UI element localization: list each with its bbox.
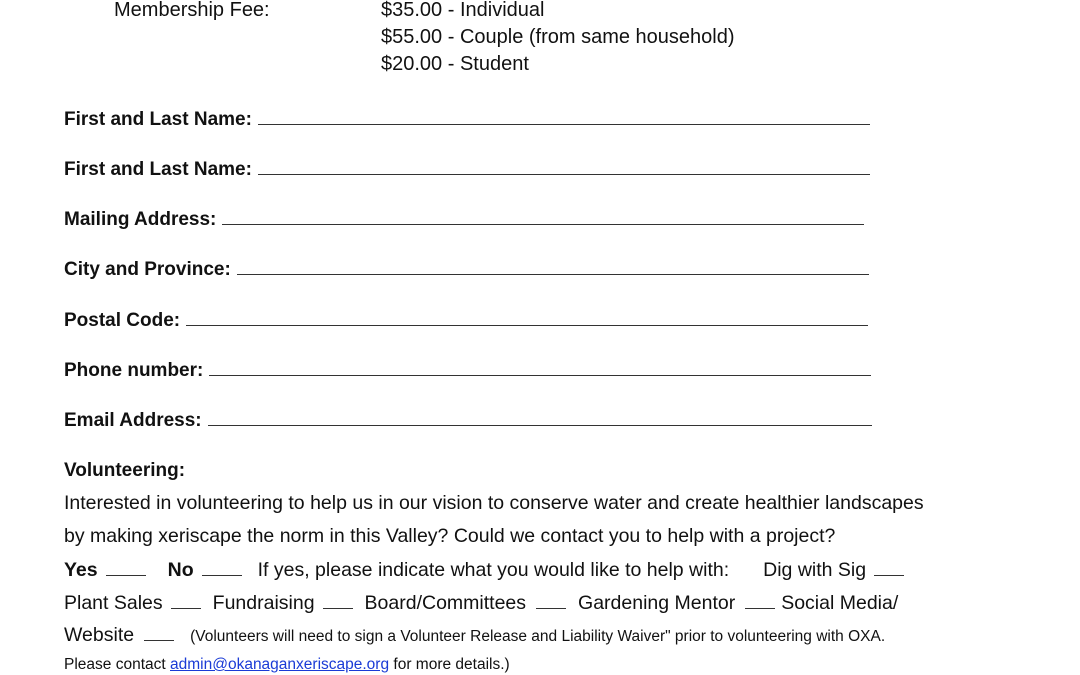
contact-email-link[interactable]: admin@okanaganxeriscape.org [170, 656, 390, 673]
website-row [64, 624, 885, 647]
no-label: No [167, 559, 194, 581]
field-postal-code [64, 310, 868, 332]
contact-prefix: Please contact [64, 656, 166, 673]
contact-suffix: for more details.) [393, 656, 510, 673]
fundraising-blank[interactable] [323, 607, 353, 609]
field-email [64, 410, 872, 432]
membership-fee-label: Membership Fee: [114, 0, 270, 21]
gardening-mentor-blank[interactable] [745, 607, 775, 609]
board-committees-blank[interactable] [536, 607, 566, 609]
field-label: Postal Code: [64, 310, 181, 331]
option-fundraising: Fundraising [212, 592, 315, 614]
yes-no-row [64, 559, 908, 582]
field-label: City and Province: [64, 259, 231, 280]
email-input-line[interactable] [208, 424, 872, 426]
yes-label: Yes [64, 559, 98, 581]
name-1-input-line[interactable] [258, 123, 870, 125]
field-label: Email Address: [64, 410, 202, 431]
no-blank[interactable] [202, 574, 242, 576]
waiver-note: (Volunteers will need to sign a Volunteer Release and Liability Waiver" prior to volunteering with OXA. [190, 628, 886, 645]
contact-line [64, 656, 510, 674]
fee-option-student: $20.00 - Student [381, 53, 529, 75]
field-name-2 [64, 159, 870, 181]
option-social-media: Social Media/ [781, 592, 899, 614]
phone-input-line[interactable] [209, 374, 871, 376]
plant-sales-blank[interactable] [171, 607, 201, 609]
fee-option-individual: $35.00 - Individual [381, 0, 545, 21]
dig-with-sig-blank[interactable] [874, 574, 904, 576]
option-plant-sales: Plant Sales [64, 592, 163, 614]
name-2-input-line[interactable] [258, 173, 870, 175]
field-city-province [64, 259, 869, 281]
field-label: First and Last Name: [64, 109, 252, 130]
option-gardening-mentor: Gardening Mentor [578, 592, 736, 614]
volunteering-para-line-1: Interested in volunteering to help us in our vision to conserve water and create healthier landscapes [64, 492, 924, 514]
field-mailing-address [64, 209, 864, 231]
field-label: Mailing Address: [64, 209, 217, 230]
option-website: Website [64, 624, 135, 646]
fee-option-couple: $55.00 - Couple (from same household) [381, 26, 735, 48]
city-province-input-line[interactable] [237, 273, 869, 275]
field-label: Phone number: [64, 360, 204, 381]
field-name-1 [64, 109, 870, 131]
website-blank[interactable] [144, 639, 174, 641]
mailing-address-input-line[interactable] [222, 223, 864, 225]
field-phone [64, 360, 871, 382]
postal-code-input-line[interactable] [186, 324, 868, 326]
option-dig-with-sig: Dig with Sig [763, 559, 867, 581]
field-label: First and Last Name: [64, 159, 252, 180]
help-prompt: If yes, please indicate what you would like to help with: [257, 559, 730, 581]
volunteering-para-line-2: by making xeriscape the norm in this Valley? Could we contact you to help with a project? [64, 525, 836, 547]
yes-blank[interactable] [106, 574, 146, 576]
volunteering-heading: Volunteering: [64, 460, 186, 481]
option-board-committees: Board/Committees [364, 592, 527, 614]
options-row [64, 592, 898, 615]
